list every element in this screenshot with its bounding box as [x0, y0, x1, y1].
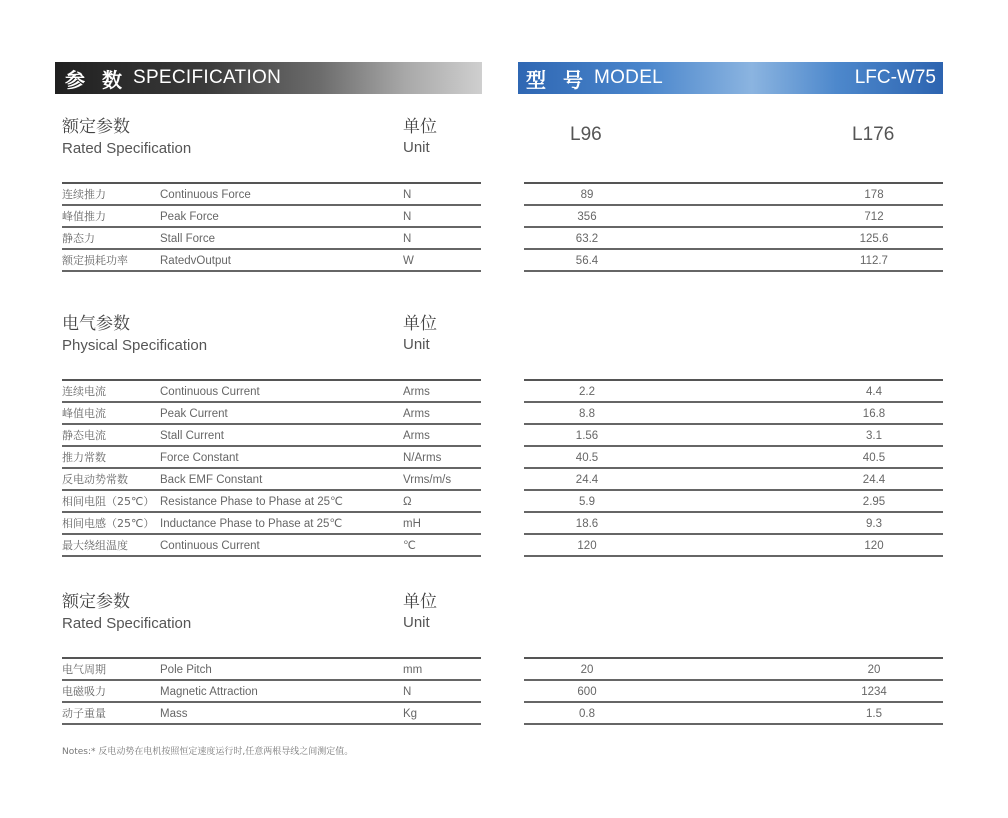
- value-l96: 356: [577, 211, 597, 223]
- value-l96: 18.6: [575, 518, 599, 530]
- table-row: [62, 447, 481, 469]
- table-row: [62, 250, 481, 272]
- value-l176: 24.4: [862, 474, 886, 486]
- row-name-en: Continuous Current: [160, 540, 260, 552]
- row-name-en: Continuous Current: [160, 386, 260, 398]
- value-l96: 40.5: [575, 452, 599, 464]
- section-title-rated-2: [62, 591, 191, 635]
- value-l176: 125.6: [859, 233, 889, 245]
- row-name-zh: 连续电流: [62, 385, 106, 398]
- value-l176: 120: [864, 540, 884, 552]
- row-name-en: Stall Current: [160, 430, 224, 442]
- row-name-en: Force Constant: [160, 452, 239, 464]
- row-unit: Arms: [403, 430, 430, 442]
- value-l96: 89: [580, 189, 594, 201]
- unit-heading: [403, 313, 437, 355]
- row-name-zh: 相间电感（25℃）: [62, 517, 155, 530]
- row-unit: Vrms/m/s: [403, 474, 452, 486]
- value-l176: 1234: [861, 686, 887, 698]
- value-l176: 20: [867, 664, 881, 676]
- spec-header-en: SPECIFICATION: [132, 67, 282, 88]
- unit-heading-zh: 单位: [403, 117, 437, 137]
- table-row: [524, 703, 943, 725]
- row-name-en: Magnetic Attraction: [160, 686, 258, 698]
- value-table-rated: [524, 182, 943, 272]
- row-unit: Ω: [403, 496, 412, 508]
- table-row: [524, 184, 943, 206]
- spec-table-mechanical: [62, 657, 481, 725]
- table-row: [62, 403, 481, 425]
- table-row: [62, 469, 481, 491]
- table-row: [524, 469, 943, 491]
- row-unit: ℃: [403, 540, 416, 552]
- value-l176: 112.7: [860, 255, 888, 267]
- table-row: [62, 228, 481, 250]
- value-l176: 1.5: [866, 708, 882, 720]
- row-name-zh: 最大绕组温度: [62, 539, 128, 552]
- model-number: LFC-W75: [854, 67, 936, 88]
- spec-table-rated: [62, 182, 481, 272]
- value-l96: 1.56: [575, 430, 599, 442]
- unit-heading-en: Unit: [403, 336, 430, 353]
- table-row: [524, 425, 943, 447]
- row-unit: N: [403, 211, 412, 223]
- row-name-en: Continuous Force: [160, 189, 251, 201]
- table-row: [62, 681, 481, 703]
- table-row: [524, 681, 943, 703]
- table-row: [62, 425, 481, 447]
- row-name-zh: 电磁吸力: [62, 685, 106, 698]
- row-name-en: Peak Force: [160, 211, 219, 223]
- table-row: [524, 206, 943, 228]
- table-row: [524, 228, 943, 250]
- unit-heading-zh: 单位: [403, 592, 437, 612]
- row-unit: Arms: [403, 408, 430, 420]
- value-l176: 178: [864, 189, 884, 201]
- value-l96: 20: [580, 664, 594, 676]
- row-name-zh: 峰值电流: [62, 407, 106, 420]
- unit-heading: [403, 116, 437, 158]
- row-name-zh: 额定损耗功率: [62, 254, 128, 267]
- unit-heading-zh: 单位: [403, 314, 437, 334]
- table-row: [62, 703, 481, 725]
- row-unit: Arms: [403, 386, 430, 398]
- row-name-zh: 动子重量: [62, 707, 106, 720]
- row-name-zh: 电气周期: [62, 663, 106, 676]
- row-name-zh: 静态力: [62, 232, 95, 245]
- value-l96: 120: [577, 540, 597, 552]
- row-unit: N: [403, 233, 412, 245]
- section-title-en: Rated Specification: [62, 615, 192, 632]
- section-title-zh: 额定参数: [62, 117, 130, 137]
- row-unit: N/Arms: [403, 452, 442, 464]
- value-l176: 712: [864, 211, 884, 223]
- model-column-l176: L176: [852, 124, 895, 145]
- table-row: [62, 535, 481, 557]
- table-row: [524, 403, 943, 425]
- value-l176: 3.1: [866, 430, 882, 442]
- row-unit: N: [403, 686, 412, 698]
- row-name-zh: 连续推力: [62, 188, 106, 201]
- value-l176: 2.95: [862, 496, 886, 508]
- row-unit: W: [403, 255, 414, 267]
- row-name-en: Resistance Phase to Phase at 25℃: [160, 496, 343, 508]
- value-l96: 63.2: [575, 233, 599, 245]
- row-name-en: Stall Force: [160, 233, 215, 245]
- value-l96: 5.9: [579, 496, 595, 508]
- row-name-en: RatedvOutput: [160, 255, 231, 267]
- row-unit: N: [403, 189, 412, 201]
- value-l96: 0.8: [579, 708, 595, 720]
- value-l96: 600: [577, 686, 597, 698]
- section-title-en: Physical Specification: [62, 337, 208, 354]
- section-title-en: Rated Specification: [62, 140, 192, 157]
- row-unit: mH: [403, 518, 421, 530]
- section-title-rated: [62, 116, 191, 160]
- table-row: [524, 659, 943, 681]
- row-unit: mm: [403, 664, 423, 676]
- table-row: [524, 491, 943, 513]
- table-row: [62, 491, 481, 513]
- table-row: [62, 206, 481, 228]
- footnote: Notes:* 反电动势在电机按照恒定速度运行时,任意两根导线之间测定值。: [62, 747, 354, 757]
- row-unit: Kg: [403, 708, 418, 720]
- value-l96: 8.8: [579, 408, 595, 420]
- model-header-zh: 型 号: [526, 67, 588, 92]
- spec-header-zh: 参 数: [65, 67, 127, 92]
- row-name-zh: 静态电流: [62, 429, 106, 442]
- row-name-zh: 反电动势常数: [62, 473, 128, 486]
- table-row: [524, 447, 943, 469]
- unit-heading-en: Unit: [403, 614, 430, 631]
- value-l96: 24.4: [575, 474, 599, 486]
- value-table-physical: [524, 379, 943, 557]
- row-name-en: Peak Current: [160, 408, 228, 420]
- value-l176: 16.8: [862, 408, 886, 420]
- value-l176: 4.4: [866, 386, 882, 398]
- value-l96: 2.2: [579, 386, 595, 398]
- row-name-zh: 峰值推力: [62, 210, 106, 223]
- model-header-en: MODEL: [593, 67, 664, 88]
- value-table-mechanical: [524, 657, 943, 725]
- section-title-zh: 额定参数: [62, 592, 130, 612]
- value-l176: 40.5: [862, 452, 886, 464]
- model-column-l96: L96: [570, 124, 602, 145]
- section-title-physical: [62, 313, 207, 357]
- specification-header: [55, 62, 482, 94]
- table-row: [524, 535, 943, 557]
- value-l176: 9.3: [866, 518, 882, 530]
- table-row: [62, 184, 481, 206]
- row-name-en: Mass: [160, 708, 188, 720]
- unit-heading: [403, 591, 437, 633]
- table-row: [62, 381, 481, 403]
- section-title-zh: 电气参数: [62, 314, 130, 334]
- spec-table-physical: [62, 379, 481, 557]
- row-name-en: Back EMF Constant: [160, 474, 263, 486]
- table-row: [524, 381, 943, 403]
- row-name-zh: 推力常数: [62, 451, 106, 464]
- model-header: [518, 62, 943, 94]
- row-name-zh: 相间电阻（25℃）: [62, 495, 155, 508]
- row-name-en: Pole Pitch: [160, 664, 212, 676]
- value-l96: 56.4: [575, 255, 599, 267]
- table-row: [62, 659, 481, 681]
- table-row: [524, 513, 943, 535]
- row-name-en: Inductance Phase to Phase at 25℃: [160, 518, 343, 530]
- table-row: [62, 513, 481, 535]
- unit-heading-en: Unit: [403, 139, 430, 156]
- table-row: [524, 250, 943, 272]
